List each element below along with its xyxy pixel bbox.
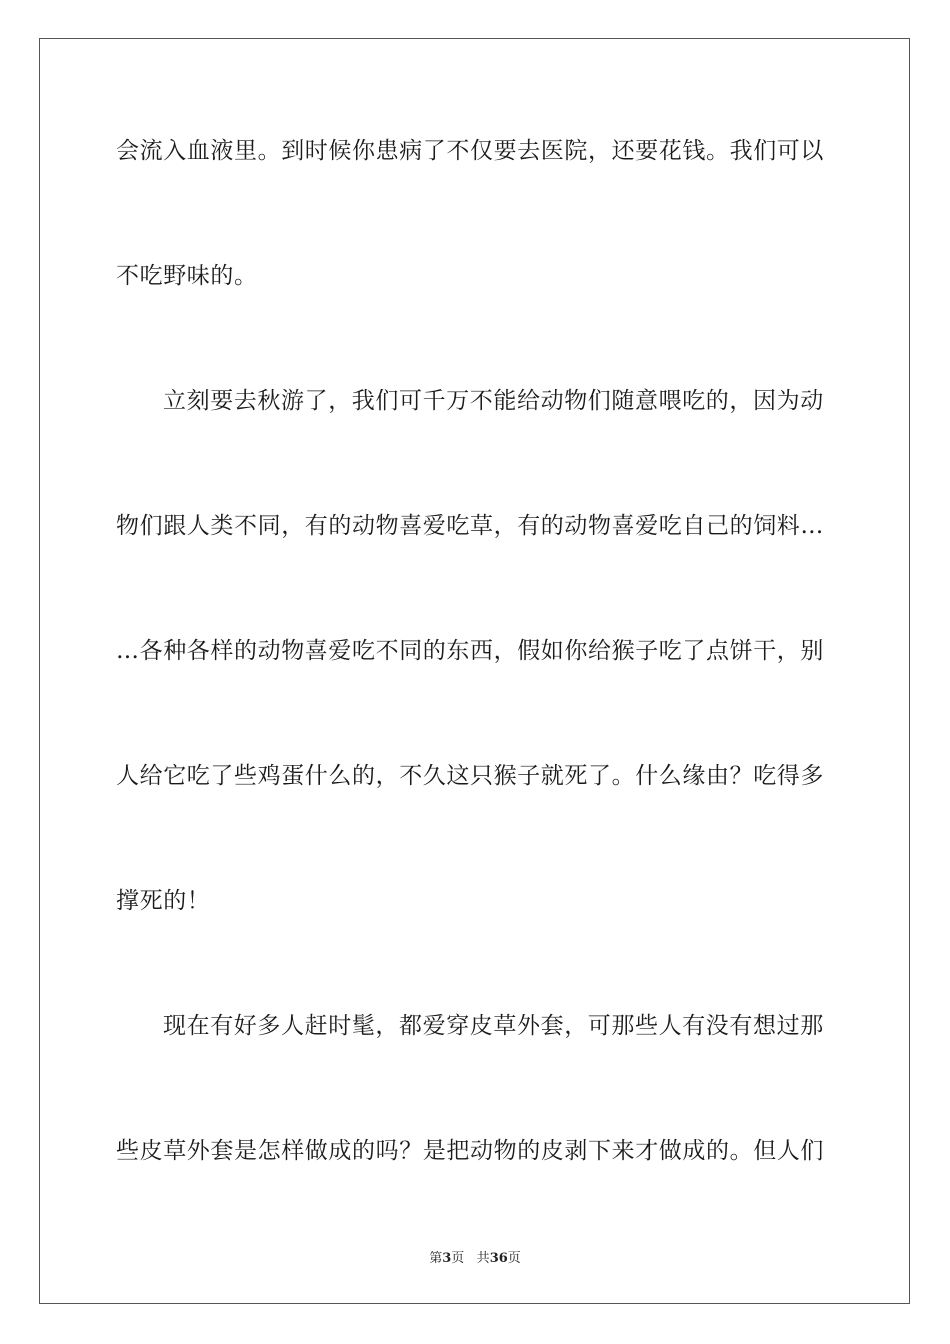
text-line-2: 不吃野味的。 (116, 263, 258, 289)
text-line-8: 现在有好多人赶时髦，都爱穿皮草外套，可那些人有没有想过那 (163, 1013, 824, 1039)
total-prefix: 共 (476, 1251, 490, 1266)
text-line-7: 撑死的！ (116, 888, 211, 914)
current-page-number: 3 (442, 1251, 452, 1266)
text-line-6: 人给它吃了些鸡蛋什么的，不久这只猴子就死了。什么缘由？吃得多 (116, 763, 824, 789)
page-footer (0, 1247, 950, 1266)
text-line-3: 立刻要去秋游了，我们可千万不能给动物们随意喂吃的，因为动 (163, 388, 824, 414)
page-border (39, 38, 910, 1304)
text-line-4: 物们跟人类不同，有的动物喜爱吃草，有的动物喜爱吃自己的饲料… (116, 513, 824, 539)
page-suffix: 页 (451, 1251, 465, 1266)
total-suffix: 页 (507, 1251, 521, 1266)
text-line-9: 些皮草外套是怎样做成的吗？是把动物的皮剥下来才做成的。但人们 (116, 1138, 824, 1164)
page-prefix: 第 (429, 1251, 443, 1266)
text-line-1: 会流入血液里。到时候你患病了不仅要去医院，还要花钱。我们可以 (116, 138, 824, 164)
text-line-5: …各种各样的动物喜爱吃不同的东西，假如你给猴子吃了点饼干，别 (116, 638, 824, 664)
total-pages-number: 36 (489, 1251, 508, 1266)
